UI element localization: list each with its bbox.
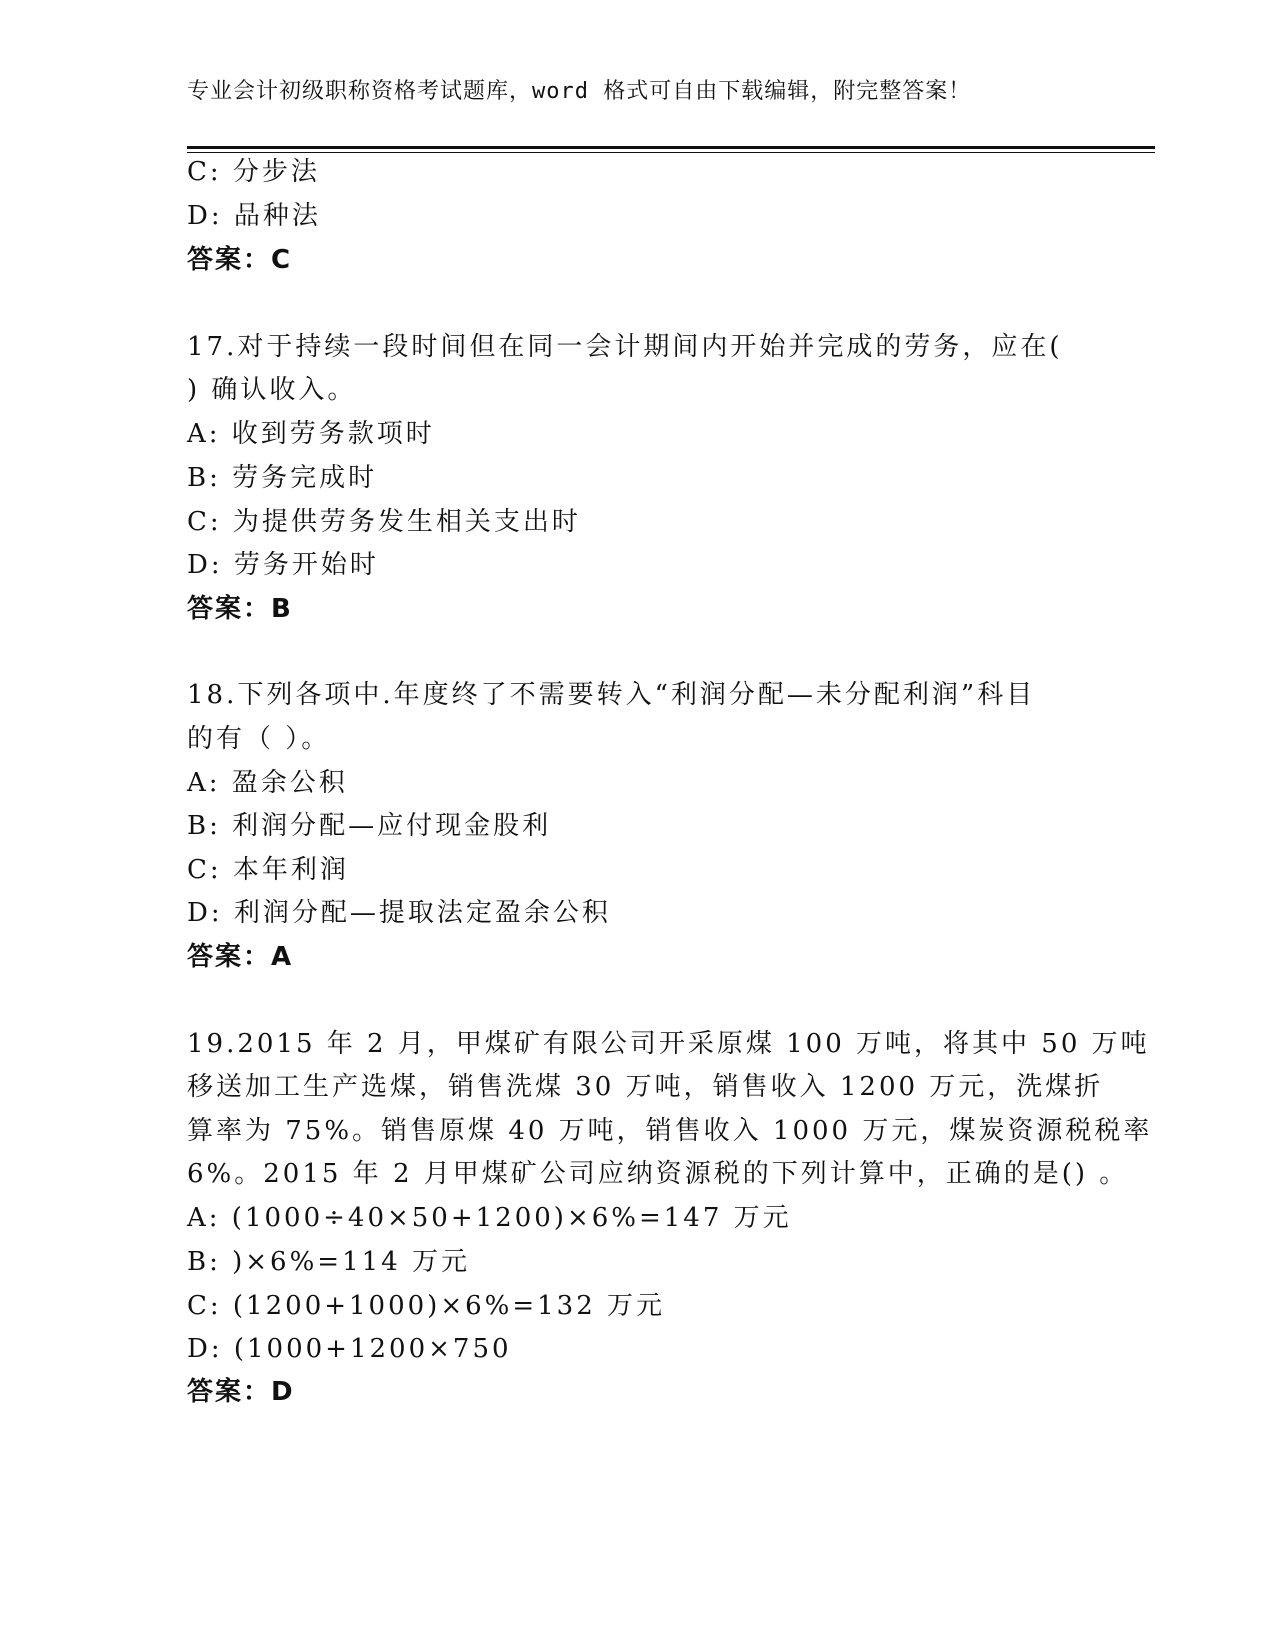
answer: 答案：A [187,942,294,972]
option-c: C: 为提供劳务发生相关支出时 [187,507,581,537]
option-d: D: 利润分配—提取法定盈余公积 [187,898,611,928]
header-rule-thin [187,152,1155,153]
option-a: A: 收到劳务款项时 [187,419,435,449]
option-c: C: (1200+1000)×6%=132 万元 [187,1291,666,1321]
question-19-stem-line-3: 算率为 75%。销售原煤 40 万吨，销售收入 1000 万元，煤炭资源税税率 [187,1116,1153,1146]
question-17-stem-line-2: ) 确认收入。 [187,375,357,405]
question-19-stem-line-4: 6%。2015 年 2 月甲煤矿公司应纳资源税的下列计算中，正确的是() 。 [187,1159,1129,1189]
option-c: C: 分步法 [187,157,320,187]
question-19-stem-line-2: 移送加工生产选煤，销售洗煤 30 万吨，销售收入 1200 万元，洗煤折 [187,1072,1104,1102]
option-a: A: 盈余公积 [187,768,348,798]
option-b: B: 利润分配—应付现金股利 [187,811,552,841]
option-a: A: (1000÷40×50+1200)×6%=147 万元 [187,1203,792,1233]
option-b: B: )×6%=114 万元 [187,1247,470,1277]
option-c: C: 本年利润 [187,855,349,885]
option-b: B: 劳务完成时 [187,463,378,493]
header-text: 专业会计初级职称资格考试题库，word 格式可自由下载编辑，附完整答案！ [187,79,972,104]
header-rule-thick [187,146,1155,149]
question-17-stem-line-1: 17.对于持续一段时间但在同一会计期间内开始并完成的劳务，应在( [187,332,1063,362]
answer: 答案：B [187,594,293,624]
question-18-stem-line-1: 18.下列各项中.年度终了不需要转入“利润分配—未分配利润”科目 [187,680,1036,710]
answer: 答案：D [187,1377,295,1407]
option-d: D: (1000+1200×750 [187,1334,512,1364]
question-19-stem-line-1: 19.2015 年 2 月，甲煤矿有限公司开采原煤 100 万吨，将其中 50 万吨 [187,1029,1150,1059]
option-d: D: 品种法 [187,201,321,231]
answer: 答案：C [187,245,293,275]
option-d: D: 劳务开始时 [187,550,379,580]
question-18-stem-line-2: 的有（ ）。 [187,724,331,754]
